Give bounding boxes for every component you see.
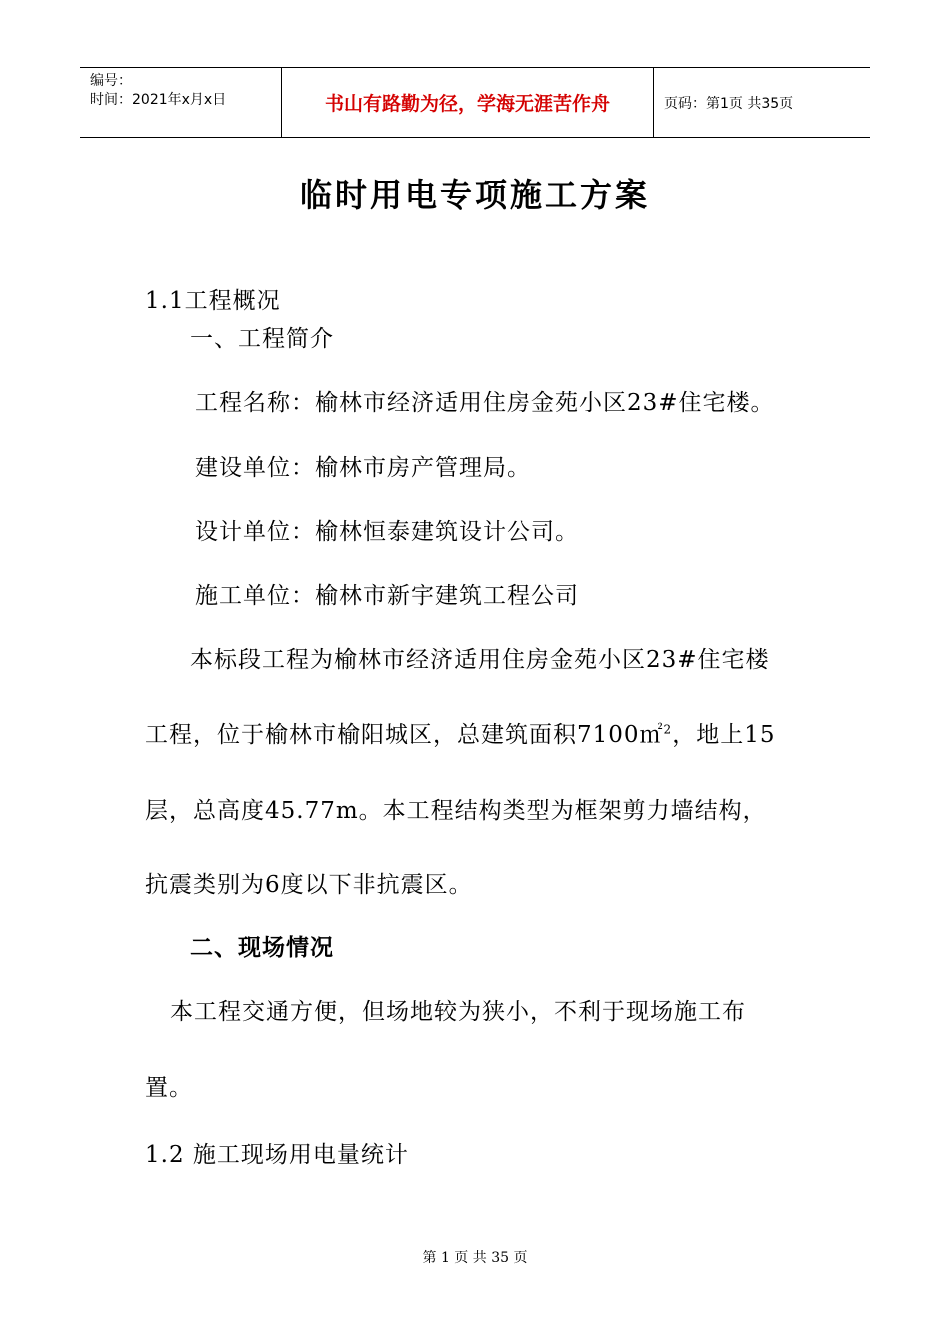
subsection-heading-project-intro: 一、工程简介: [190, 326, 334, 352]
paragraph-line: 本工程交通方便，但场地较为狭小，不利于现场施工布: [170, 999, 746, 1025]
document-date: 时间：2021年x月x日: [90, 92, 227, 108]
document-number: 编号：: [90, 73, 132, 89]
document-title: 临时用电专项施工方案: [299, 176, 650, 214]
subsection-heading-site-conditions: 二、现场情况: [190, 934, 334, 961]
paragraph-line: 本标段工程为榆林市经济适用住房金苑小区23#住宅楼: [190, 647, 770, 673]
document-header: [80, 67, 870, 138]
section-heading-1-2: 1.2 施工现场用电量统计: [145, 1142, 409, 1168]
design-unit: 设计单位：榆林恒泰建筑设计公司。: [195, 519, 579, 545]
paragraph-line: [145, 716, 775, 749]
paragraph-line: 抗震类别为6度以下非抗震区。: [145, 872, 473, 898]
page-footer: 第 1 页 共 35 页: [422, 1250, 528, 1266]
paragraph-line: 置。: [145, 1075, 193, 1101]
header-page-info: 页码：第1页 共35页: [664, 95, 794, 112]
section-heading-1-1: 1.1工程概况: [145, 288, 281, 314]
project-name: 工程名称：榆林市经济适用住房金苑小区23#住宅楼。: [195, 390, 775, 416]
paragraph-line: 层，总高度45.77m。本工程结构类型为框架剪力墙结构，: [145, 798, 767, 824]
header-motto: 书山有路勤为径，学海无涯苦作舟: [282, 68, 654, 137]
paragraph-text: 工程，位于榆林市榆阳城区，总建筑面积7100㎡: [145, 722, 664, 748]
header-meta: [80, 68, 282, 137]
builder-unit: 施工单位：榆林市新宇建筑工程公司: [195, 583, 579, 609]
paragraph-text: ，地上15: [672, 722, 776, 748]
construction-unit: 建设单位：榆林市房产管理局。: [195, 455, 531, 481]
area-superscript: 2: [663, 722, 673, 737]
